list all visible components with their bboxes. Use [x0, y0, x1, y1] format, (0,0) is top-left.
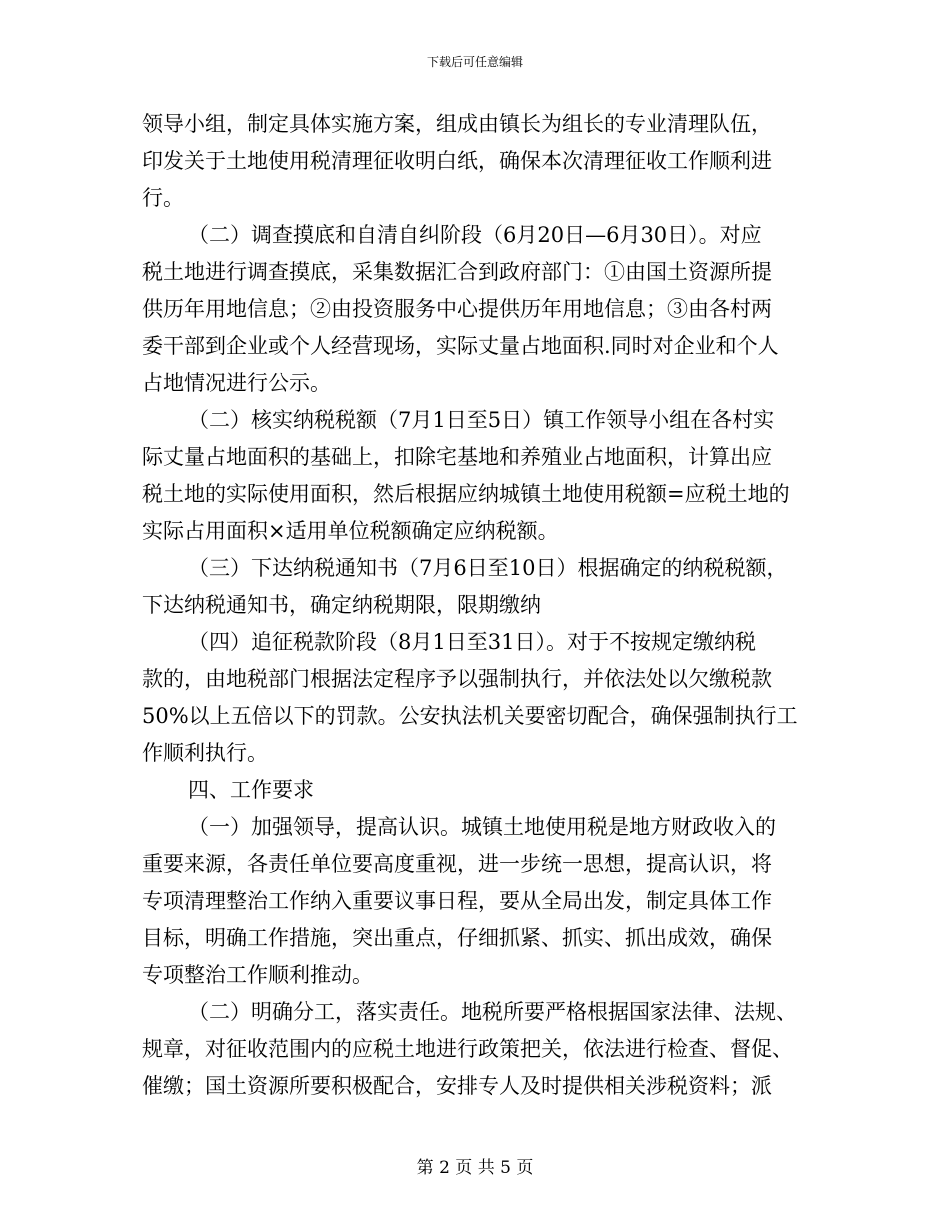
page-header: 下载后可任意编辑	[426, 55, 523, 69]
body-line: 税土地进行调查摸底，采集数据汇合到政府部门：①由国土资源所提	[142, 260, 772, 284]
body-line: （二）调查摸底和自清自纠阶段（6月20日—6月30日）。对应	[188, 223, 762, 247]
body-line: （四）追征税款阶段（8月1日至31日）。对于不按规定缴纳税	[188, 630, 756, 654]
body-line: 行。	[142, 186, 184, 210]
body-line: （三）下达纳税通知书（7月6日至10日）根据确定的纳税税额，	[188, 556, 788, 580]
body-line: 领导小组，制定具体实施方案，组成由镇长为组长的专业清理队伍，	[142, 112, 772, 136]
body-line: 目标，明确工作措施，突出重点，仔细抓紧、抓实、抓出成效，确保	[142, 926, 772, 950]
body-line: 税土地的实际使用面积，然后根据应纳城镇土地使用税额=应税土地的	[142, 482, 790, 506]
body-line: 际丈量占地面积的基础上，扣除宅基地和养殖业占地面积，计算出应	[142, 445, 772, 469]
section-heading: 四、工作要求	[188, 778, 314, 802]
body-line: 50%以上五倍以下的罚款。公安执法机关要密切配合，确保强制执行工	[142, 704, 798, 728]
body-line: （一）加强领导，提高认识。城镇土地使用税是地方财政收入的	[188, 815, 776, 839]
body-line: 占地情况进行公示。	[142, 371, 331, 395]
body-line: 规章，对征收范围内的应税土地进行政策把关，依法进行检查、督促、	[142, 1037, 793, 1061]
body-line: 印发关于土地使用税清理征收明白纸，确保本次清理征收工作顺利进	[142, 149, 772, 173]
body-line: 供历年用地信息；②由投资服务中心提供历年用地信息；③由各村两	[142, 297, 772, 321]
body-line: （二）明确分工，落实责任。地税所要严格根据国家法律、法规、	[188, 1000, 797, 1024]
body-line: 委干部到企业或个人经营现场，实际丈量占地面积.同时对企业和个人	[142, 334, 779, 358]
document-body	[142, 106, 822, 1105]
body-line: （二）核实纳税税额（7月1日至5日）镇工作领导小组在各村实	[188, 408, 775, 432]
body-line: 重要来源，各责任单位要高度重视，进一步统一思想，提高认识，将	[142, 852, 772, 876]
body-line: 下达纳税通知书，确定纳税期限，限期缴纳	[142, 593, 541, 617]
body-line: 专项清理整治工作纳入重要议事日程，要从全局出发，制定具体工作	[142, 889, 772, 913]
body-line: 专项整治工作顺利推动。	[142, 963, 373, 987]
page-footer: 第 2 页 共 5 页	[416, 1158, 534, 1178]
body-line: 实际占用面积×适用单位税额确定应纳税额。	[142, 519, 559, 543]
body-line: 款的，由地税部门根据法定程序予以强制执行，并依法处以欠缴税款	[142, 667, 772, 691]
body-line: 催缴；国土资源所要积极配合，安排专人及时提供相关涉税资料；派	[142, 1074, 772, 1098]
body-line: 作顺利执行。	[142, 741, 268, 765]
